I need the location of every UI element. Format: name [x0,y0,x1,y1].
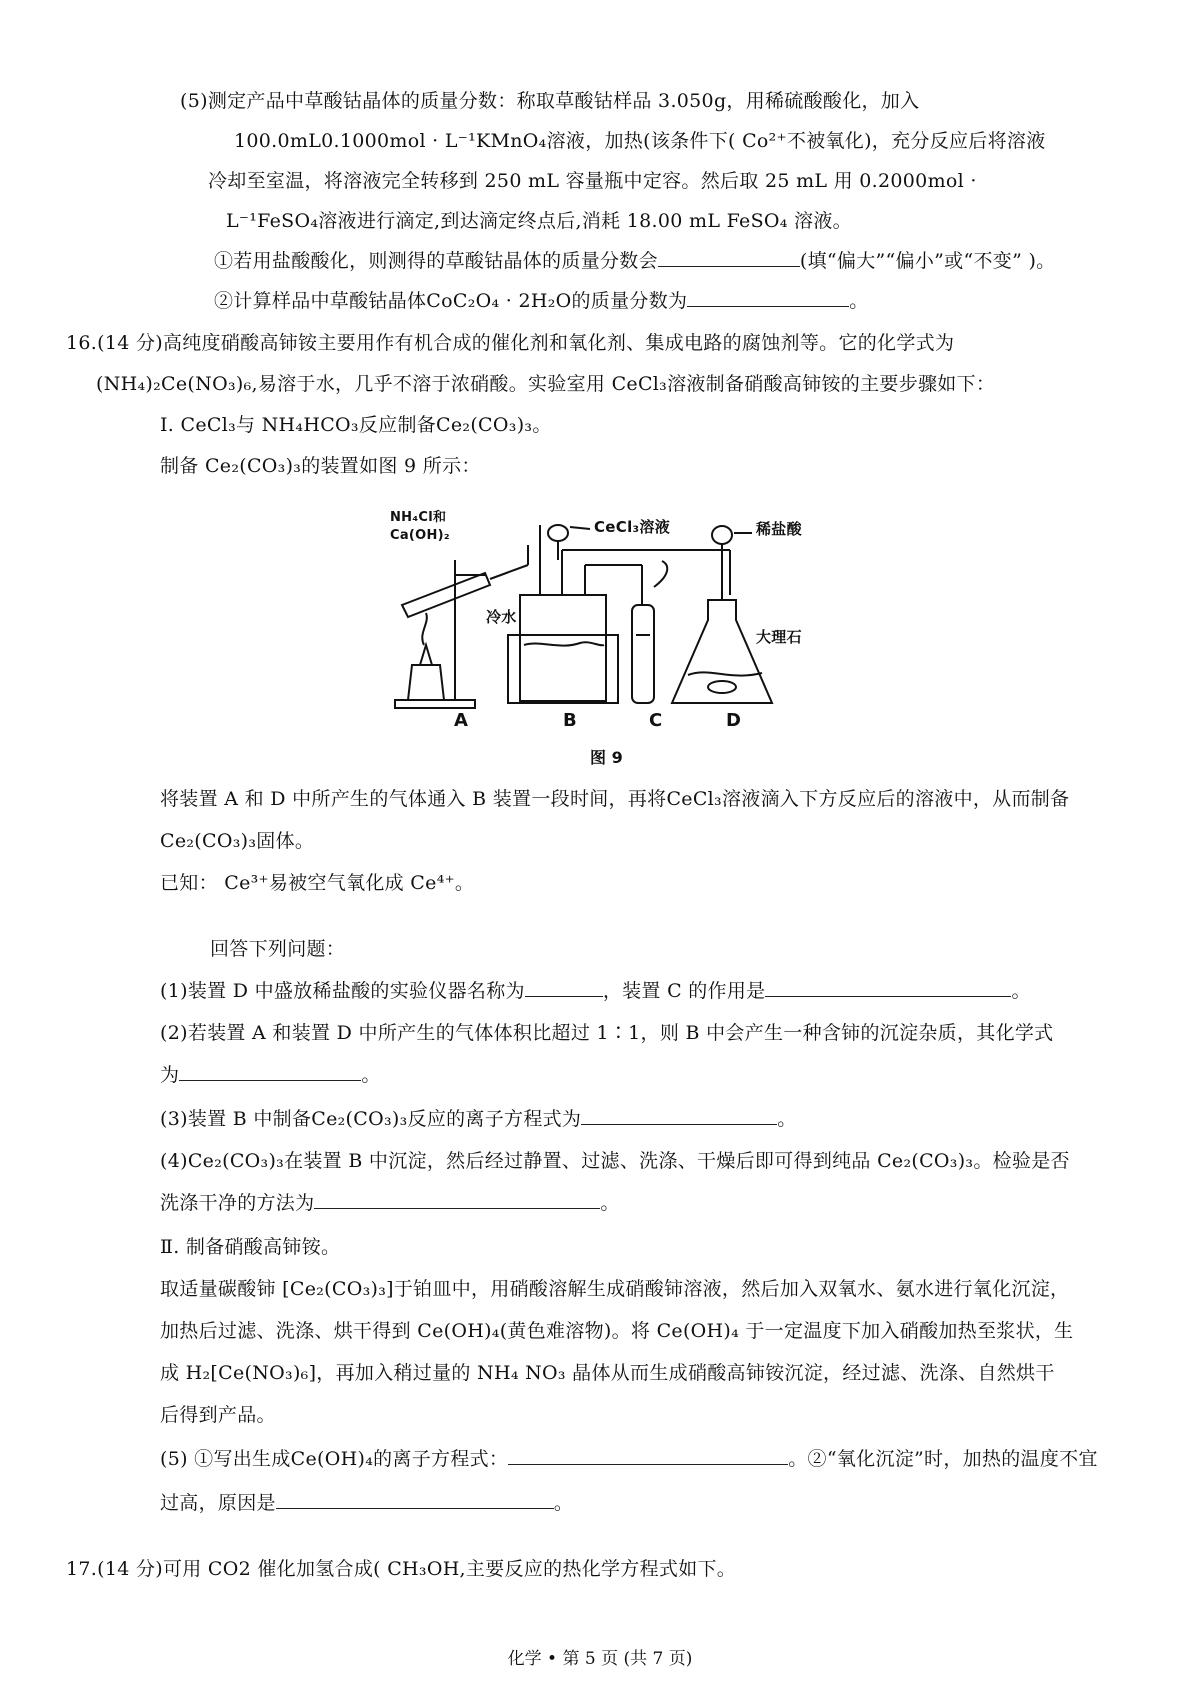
figure-caption: 图 9 [590,748,623,767]
q15-part5-line3: 冷却至室温，将溶液完全转移到 250 mL 容量瓶中定容。然后取 25 mL 用 0.2000mol · [208,170,977,192]
q16-step1: I. CeCl₃与 NH₄HCO₃反应制备Ce₂(CO₃)₃。 [160,414,552,436]
alcohol-lamp [408,665,444,700]
label-d: D [726,710,742,731]
label-d-reagent: 稀盐酸 [756,520,802,538]
conical-flask-d [672,600,772,703]
q15-part5-line1: (5)测定产品中草酸钴晶体的质量分数：称取草酸钴样品 3.050g，用稀硫酸酸化，加入 [180,90,920,112]
q16-p2-line1: 取适量碳酸铈 [Ce₂(CO₃)₃]于铂皿中，用硝酸溶解生成硝酸铈溶液，然后加入双氧水、氨水进行氧化沉淀， [160,1278,1070,1300]
q16-intro-line1: 16.(14 分)高纯度硝酸高铈铵主要用作有机合成的催化剂和氧化剂、集成电路的腐蚀剂等。它的化学式为 [66,332,955,354]
stand-base [395,700,475,708]
q15-sub1: ①若用盐酸酸化，则测得的草酸钴晶体的质量分数会 (填“偏大”“偏小”或“不变” )。 [214,250,1056,272]
answer-blank[interactable] [179,1062,361,1081]
q16-q3: (3)装置 B 中制备Ce₂(CO₃)₃反应的离子方程式为 。 [160,1108,797,1130]
dropping-funnel-b [548,525,568,541]
answer-blank[interactable] [314,1190,600,1209]
q16-q2-line2: 为 。 [160,1064,381,1086]
answer-blank[interactable] [658,248,800,267]
page-footer: 化学 • 第 5 页 (共 7 页) [507,1649,693,1669]
answer-blank[interactable] [508,1446,788,1465]
label-a-reagent-1: NH₄Cl和 [390,510,447,525]
label-marble: 大理石 [756,628,802,646]
q16-q2-line1: (2)若装置 A 和装置 D 中所产生的气体体积比超过 1∶1，则 B 中会产生一种含铈的沉淀杂质，其化学式 [160,1022,1054,1044]
answer-blank[interactable] [276,1490,554,1509]
q16-q4-line1: (4)Ce₂(CO₃)₃在装置 B 中沉淀，然后经过静置、过滤、洗涤、干燥后即可得到纯品 Ce₂(CO₃)₃。检验是否 [160,1150,1070,1172]
answer-blank[interactable] [581,1106,777,1125]
q16-known: 已知： Ce³⁺易被空气氧化成 Ce⁴⁺。 [160,872,475,894]
q16-desc-line1: 将装置 A 和 D 中所产生的气体通入 B 装置一段时间，再将CeCl₃溶液滴入下方反应后的溶液中，从而制备 [160,788,1070,810]
q16-q5-line2: 过高，原因是 。 [160,1492,574,1514]
marble-chips [708,681,736,693]
answer-blank[interactable] [525,978,603,997]
label-c: C [649,710,663,731]
q16-answer-prompt: 回答下列问题： [210,938,346,960]
q16-step1-figure-ref: 制备 Ce₂(CO₃)₃的装置如图 9 所示： [160,455,481,477]
flame [422,613,427,645]
q15-part5-line2: 100.0mL0.1000mol · L⁻¹KMnO₄溶液，加热(该条件下( Co²⁺不被氧化)，充分反应后将溶液 [234,130,1046,152]
q16-p2-line4: 后得到产品。 [160,1404,276,1426]
answer-blank[interactable] [687,288,849,307]
tube-c [632,605,654,703]
label-b: B [563,710,578,731]
dropping-funnel-d [712,526,732,544]
q16-q4-line2: 洗涤干净的方法为 。 [160,1192,620,1214]
label-a: A [454,710,469,731]
q16-p2-line2: 加热后过滤、洗涤、烘干得到 Ce(OH)₄(黄色难溶物)。将 Ce(OH)₄ 于一定温度下加入硝酸加热至浆状，生 [160,1320,1074,1342]
q16-step2: Ⅱ. 制备硝酸高铈铵。 [160,1236,341,1258]
q15-part5-line4: L⁻¹FeSO₄溶液进行滴定,到达滴定终点后,消耗 18.00 mL FeSO₄ 溶液。 [226,210,852,232]
three-neck-flask [520,595,606,701]
answer-blank[interactable] [765,978,1011,997]
label-b-reagent: CeCl₃溶液 [594,518,671,536]
q16-q1: (1)装置 D 中盛放稀盐酸的实验仪器名称为 ，装置 C 的作用是 。 [160,980,1031,1002]
label-cold-water: 冷水 [486,608,517,626]
q15-sub2: ②计算样品中草酸钴晶体CoC₂O₄ · 2H₂O的质量分数为 。 [214,290,869,312]
test-tube [402,573,490,617]
label-a-reagent-2: Ca(OH)₂ [390,528,450,543]
q16-q5-line1: (5) ①写出生成Ce(OH)₄的离子方程式： 。②“氧化沉淀”时，加热的温度不宜 [160,1448,1098,1470]
q16-intro-line2: (NH₄)₂Ce(NO₃)₆,易溶于水，几乎不溶于浓硝酸。实验室用 CeCl₃溶液制备硝酸高铈铵的主要步骤如下： [96,373,996,395]
q16-p2-line3: 成 H₂[Ce(NO₃)₆]，再加入稍过量的 NH₄ NO₃ 晶体从而生成硝酸高铈铵沉淀，经过滤、洗涤、自然烘干 [160,1362,1055,1384]
q16-desc-line2: Ce₂(CO₃)₃固体。 [160,830,315,852]
q17-intro: 17.(14 分)可用 CO2 催化加氢合成( CH₃OH,主要反应的热化学方程式如下。 [66,1558,737,1580]
